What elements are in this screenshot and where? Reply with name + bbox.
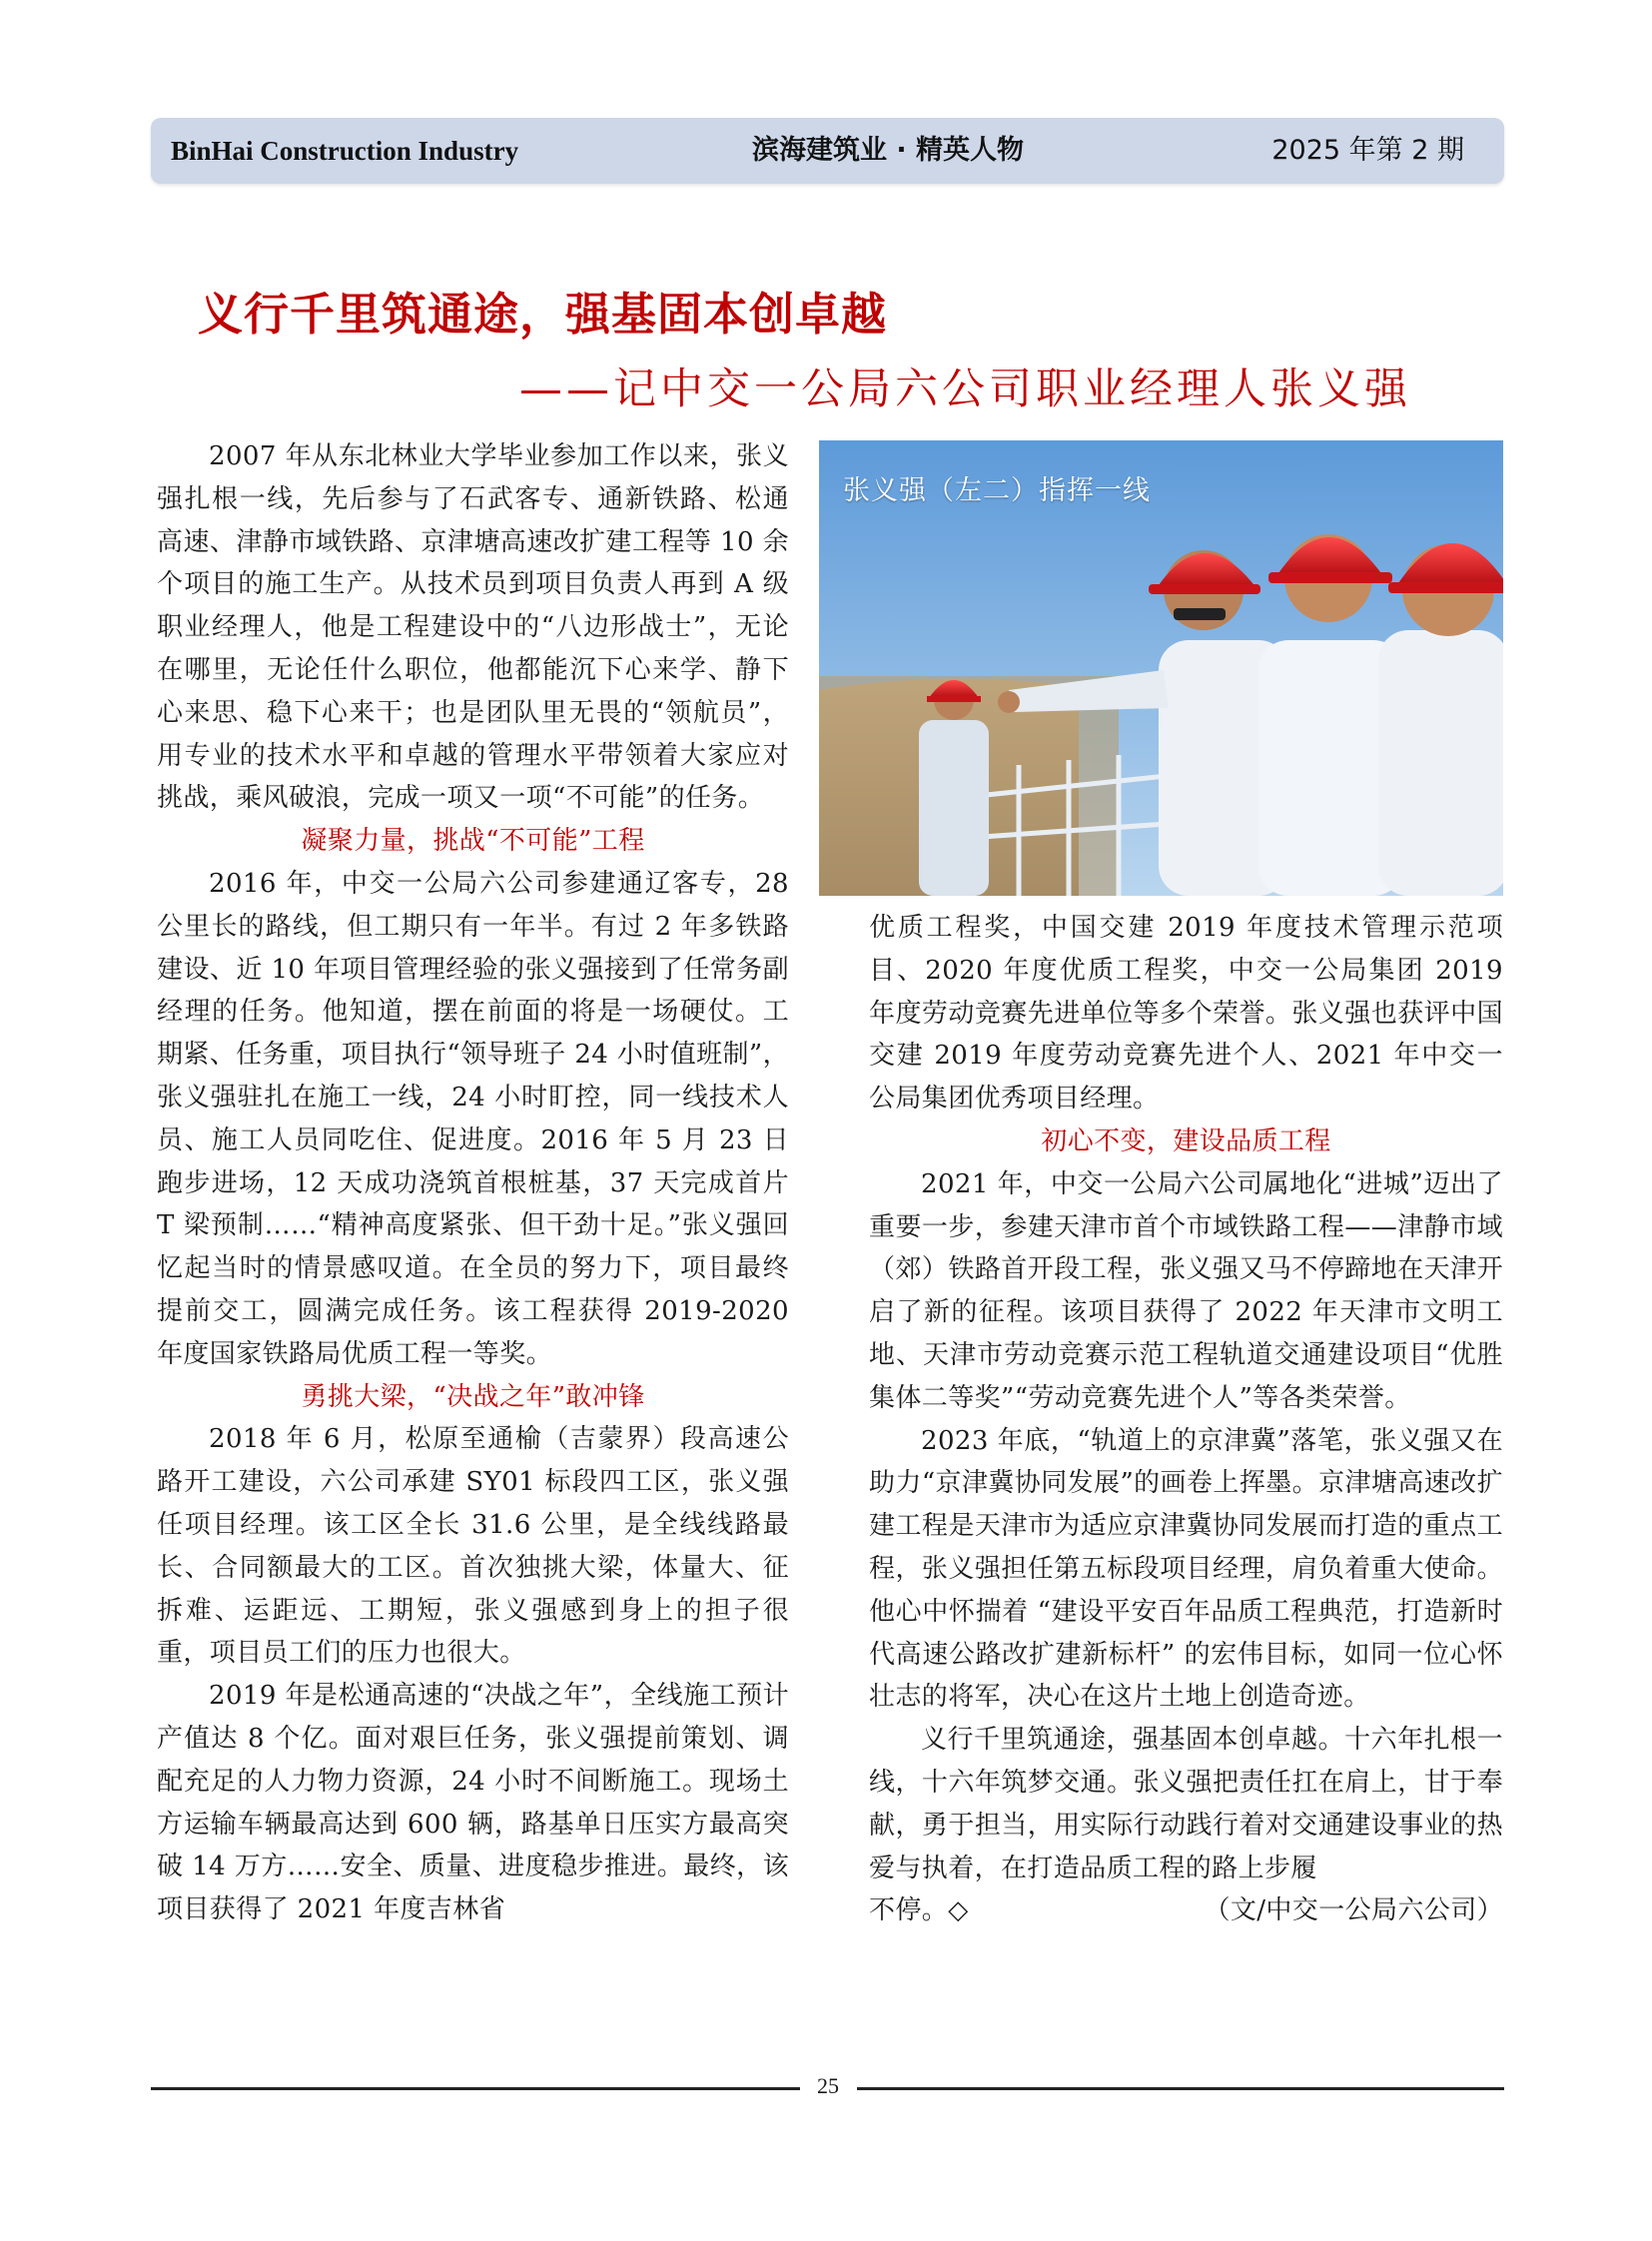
paragraph: 优质工程奖，中国交建 2019 年度技术管理示范项目、2020 年度优质工程奖，中交一公局集团 2019 年度劳动竞赛先进单位等多个荣誉。张义强也获评中国交建 2019 年度劳动竞赛先进个人、2021 年中交一公局集团优秀项目经理。: [869, 913, 1503, 1115]
paragraph: 2021 年，中交一公局六公司属地化“进城”迈出了重要一步，参建天津市首个市域铁路工程——津静市域（郊）铁路首开段工程，张义强又马不停蹄地在天津开启了新的征程。该项目获得了 2022 年天津市文明工地、天津市劳动竞赛示范工程轨道交通建设项目“优胜集体二等奖”“劳动竞赛先进个人”等各类荣誉。: [869, 1168, 1503, 1413]
article-photo: [819, 440, 1503, 896]
paragraph: 2023 年底，“轨道上的京津冀”落笔，张义强又在助力“京津冀协同发展”的画卷上挥墨。京津塘高速改扩建工程是天津市为适应京津冀协同发展而打造的重点工程，张义强担任第五标段项目经理，肩负着重大使命。他心中怀揣着 “建设平安百年品质工程典范，打造新时代高速公路改扩建新标杆” 的宏伟目标，如同一位心怀壮志的将军，决心在这片土地上创造奇迹。: [869, 1425, 1503, 1713]
photo-caption: 张义强（左二）指挥一线: [843, 475, 1151, 506]
author-credit: （文/中交一公局六公司）: [1204, 1895, 1503, 1926]
right-column: [869, 907, 1503, 1932]
section-name: 滨海建筑业 · 精英人物: [752, 135, 1025, 166]
issue-number: 2025 年第 2 期: [1271, 135, 1464, 166]
left-column: [157, 435, 789, 1931]
section-heading: 勇挑大梁，“决战之年”敢冲锋: [301, 1381, 645, 1412]
photo-illustration: [819, 440, 1503, 896]
footer-rule-left: [151, 2087, 800, 2090]
page-number: 25: [817, 2073, 839, 2098]
running-header: [151, 118, 1504, 184]
footer-rule-right: [857, 2087, 1504, 2090]
article-subtitle: ——记中交一公局六公司职业经理人张义强: [519, 365, 1411, 414]
paragraph: 2007 年从东北林业大学毕业参加工作以来，张义强扎根一线，先后参与了石武客专、通新铁路、松通高速、津静市域铁路、京津塘高速改扩建工程等 10 余个项目的施工生产。从技术员到项目负责人再到 A 级职业经理人，他是工程建设中的“八边形战士”，无论在哪里，无论任什么职位，他都能沉下心来学、静下心来思、稳下心来干；也是团队里无畏的“领航员”，用专业的技术水平和卓越的管理水平带领着大家应对挑战，乘风破浪，完成一项又一项“不可能”的任务。: [157, 441, 789, 814]
closing-text: 不停。◇: [869, 1895, 969, 1926]
section-heading: 凝聚力量，挑战“不可能”工程: [301, 826, 645, 857]
section-heading: 初心不变，建设品质工程: [1041, 1125, 1331, 1156]
closing-line: [869, 1889, 1503, 1932]
paragraph: 2019 年是松通高速的“决战之年”，全线施工预计产值达 8 个亿。面对艰巨任务，张义强提前策划、调配充足的人力物力资源，24 小时不间断施工。现场土方运输车辆最高达到 600 辆，路基单日压实方最高突破 14 万方……安全、质量、进度稳步推进。最终，该项目获得了 2021 年度吉林省: [157, 1681, 789, 1925]
article-title: 义行千里筑通途，强基固本创卓越: [198, 288, 888, 341]
publication-name: BinHai Construction Industry: [171, 136, 519, 166]
paragraph: 义行千里筑通途，强基固本创卓越。十六年扎根一线，十六年筑梦交通。张义强把责任扛在肩上，甘于奉献，勇于担当，用实际行动践行着对交通建设事业的热爱与执着，在打造品质工程的路上步履: [869, 1725, 1503, 1883]
paragraph: 2016 年，中交一公局六公司参建通辽客专，28 公里长的路线，但工期只有一年半。有过 2 年多铁路建设、近 10 年项目管理经验的张义强接到了任常务副经理的任务。他知道，摆在前面的将是一场硬仗。工期紧、任务重，项目执行“领导班子 24 小时值班制”，张义强驻扎在施工一线，24 小时盯控，同一线技术人员、施工人员同吃住、促进度。2016 年 5 月 23 日跑步进场，12 天成功浇筑首根桩基，37 天完成首片 T 梁预制……“精神高度紧张、但干劲十足。”张义强回忆起当时的情景感叹道。在全员的努力下，项目最终提前交工，圆满完成任务。该工程获得 2019-2020 年度国家铁路局优质工程一等奖。: [157, 868, 789, 1369]
paragraph: 2018 年 6 月，松原至通榆（吉蒙界）段高速公路开工建设，六公司承建 SY01 标段四工区，张义强任项目经理。该工区全长 31.6 公里，是全线线路最长、合同额最大的工区。首次独挑大梁，体量大、征拆难、运距远、工期短，张义强感到身上的担子很重，项目员工们的压力也很大。: [157, 1424, 789, 1669]
